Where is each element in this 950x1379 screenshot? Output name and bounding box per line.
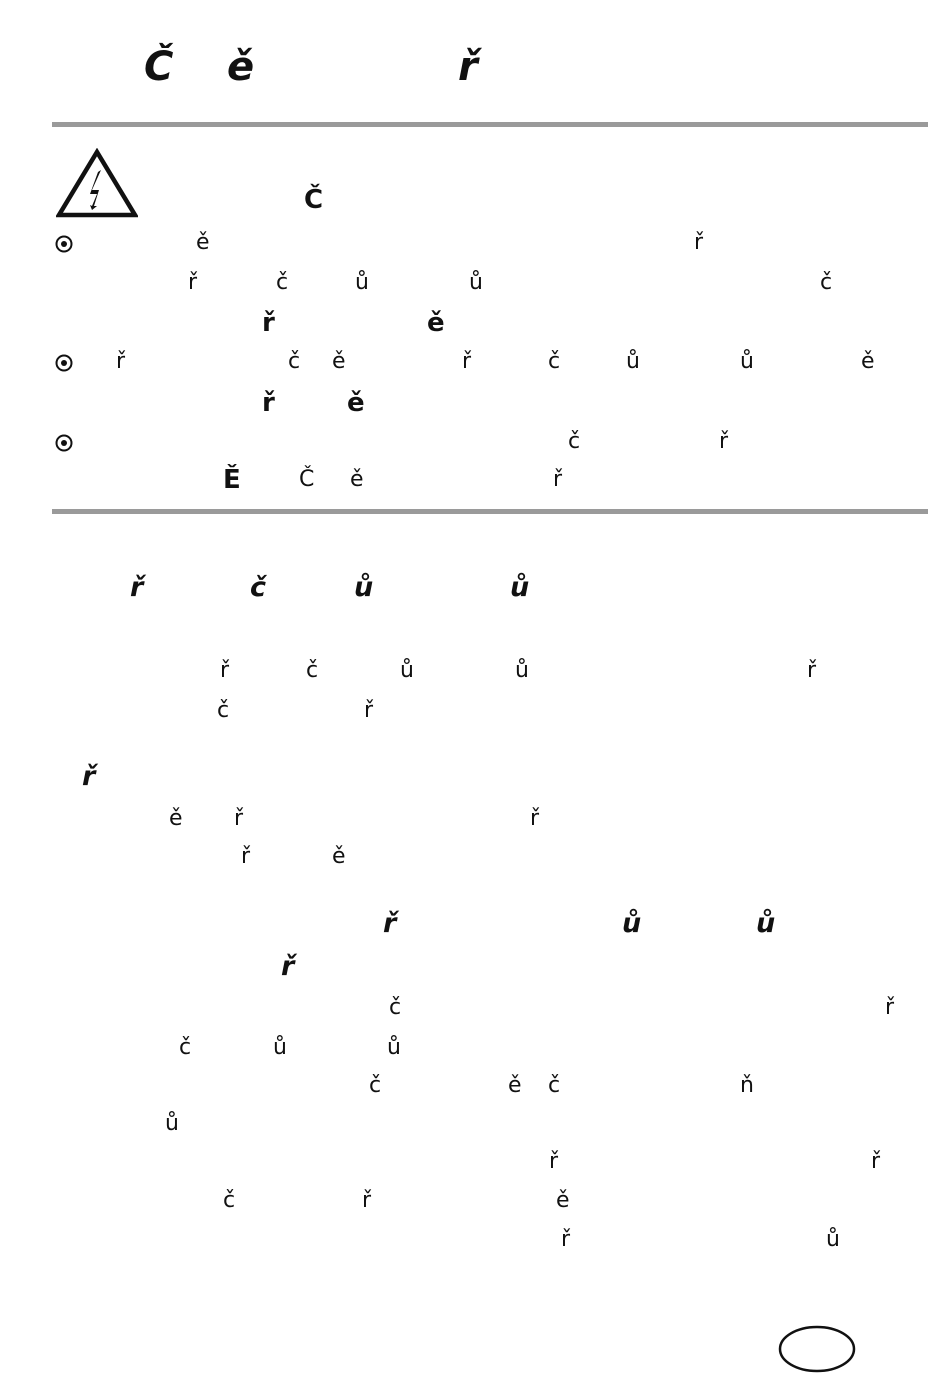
body-glyph: č xyxy=(306,658,319,683)
section-heading-glyph: ř xyxy=(383,908,397,939)
body-glyph: ř xyxy=(234,806,244,831)
body-glyph: č xyxy=(276,270,289,295)
section-heading-glyph: ů xyxy=(622,908,642,939)
body-glyph: ř xyxy=(116,349,126,374)
body-glyph: č xyxy=(820,270,833,295)
body-glyph: ů xyxy=(400,658,414,683)
body-glyph: ř xyxy=(553,467,563,492)
section-heading-glyph: ů xyxy=(510,572,530,603)
body-glyph: Č xyxy=(299,467,315,492)
body-glyph: č xyxy=(217,698,230,723)
bold-glyph: ě xyxy=(347,388,365,418)
body-glyph: ě xyxy=(332,844,346,869)
body-glyph: č xyxy=(223,1188,236,1213)
body-glyph: č xyxy=(548,1073,561,1098)
body-glyph: ř xyxy=(241,844,251,869)
bottom-divider xyxy=(52,509,928,514)
body-glyph: č xyxy=(179,1035,192,1060)
body-glyph: ě xyxy=(350,467,364,492)
warning-heading-glyph: Č xyxy=(304,185,324,215)
title-glyph: ř xyxy=(458,44,478,90)
body-glyph: ě xyxy=(861,349,875,374)
body-glyph: ů xyxy=(515,658,529,683)
bullet-icon xyxy=(55,434,73,452)
oval-page-marker-icon xyxy=(778,1325,856,1373)
bold-glyph: Ě xyxy=(223,465,241,495)
section-heading-glyph: ř xyxy=(82,761,96,792)
body-glyph: ů xyxy=(165,1111,179,1136)
body-glyph: ř xyxy=(188,270,198,295)
body-glyph: ů xyxy=(355,270,369,295)
body-glyph: ř xyxy=(885,995,895,1020)
body-glyph: ě xyxy=(508,1073,522,1098)
bold-glyph: ř xyxy=(262,308,275,338)
body-glyph: ř xyxy=(694,230,704,255)
body-glyph: č xyxy=(389,995,402,1020)
body-glyph: ň xyxy=(740,1073,754,1098)
body-glyph: ř xyxy=(364,698,374,723)
body-glyph: ů xyxy=(387,1035,401,1060)
section-heading-glyph: ř xyxy=(130,572,144,603)
section-heading-glyph: č xyxy=(250,572,267,603)
body-glyph: ř xyxy=(871,1149,881,1174)
body-glyph: ů xyxy=(273,1035,287,1060)
body-glyph: ř xyxy=(719,429,729,454)
body-glyph: ř xyxy=(807,658,817,683)
body-glyph: ř xyxy=(220,658,230,683)
title-glyph: Č xyxy=(144,44,174,90)
body-glyph: ř xyxy=(462,349,472,374)
electric-shock-warning-icon xyxy=(56,148,138,218)
bold-glyph: ě xyxy=(427,308,445,338)
section-heading-glyph: ů xyxy=(756,908,776,939)
body-glyph: ě xyxy=(556,1188,570,1213)
section-heading-glyph: ů xyxy=(354,572,374,603)
body-glyph: ů xyxy=(469,270,483,295)
body-glyph: ů xyxy=(826,1227,840,1252)
title-glyph: ě xyxy=(227,44,255,90)
body-glyph: ř xyxy=(561,1227,571,1252)
bold-glyph: ř xyxy=(262,388,275,418)
body-glyph: ů xyxy=(740,349,754,374)
bullet-icon xyxy=(55,354,73,372)
top-divider xyxy=(52,122,928,127)
body-glyph: ř xyxy=(530,806,540,831)
body-glyph: ř xyxy=(362,1188,372,1213)
body-glyph: ě xyxy=(196,230,210,255)
body-glyph: č xyxy=(288,349,301,374)
body-glyph: č xyxy=(568,429,581,454)
body-glyph: č xyxy=(369,1073,382,1098)
body-glyph: ě xyxy=(332,349,346,374)
bullet-icon xyxy=(55,235,73,253)
body-glyph: ř xyxy=(549,1149,559,1174)
section-heading-glyph: ř xyxy=(281,951,295,982)
body-glyph: č xyxy=(548,349,561,374)
body-glyph: ů xyxy=(626,349,640,374)
body-glyph: ě xyxy=(169,806,183,831)
